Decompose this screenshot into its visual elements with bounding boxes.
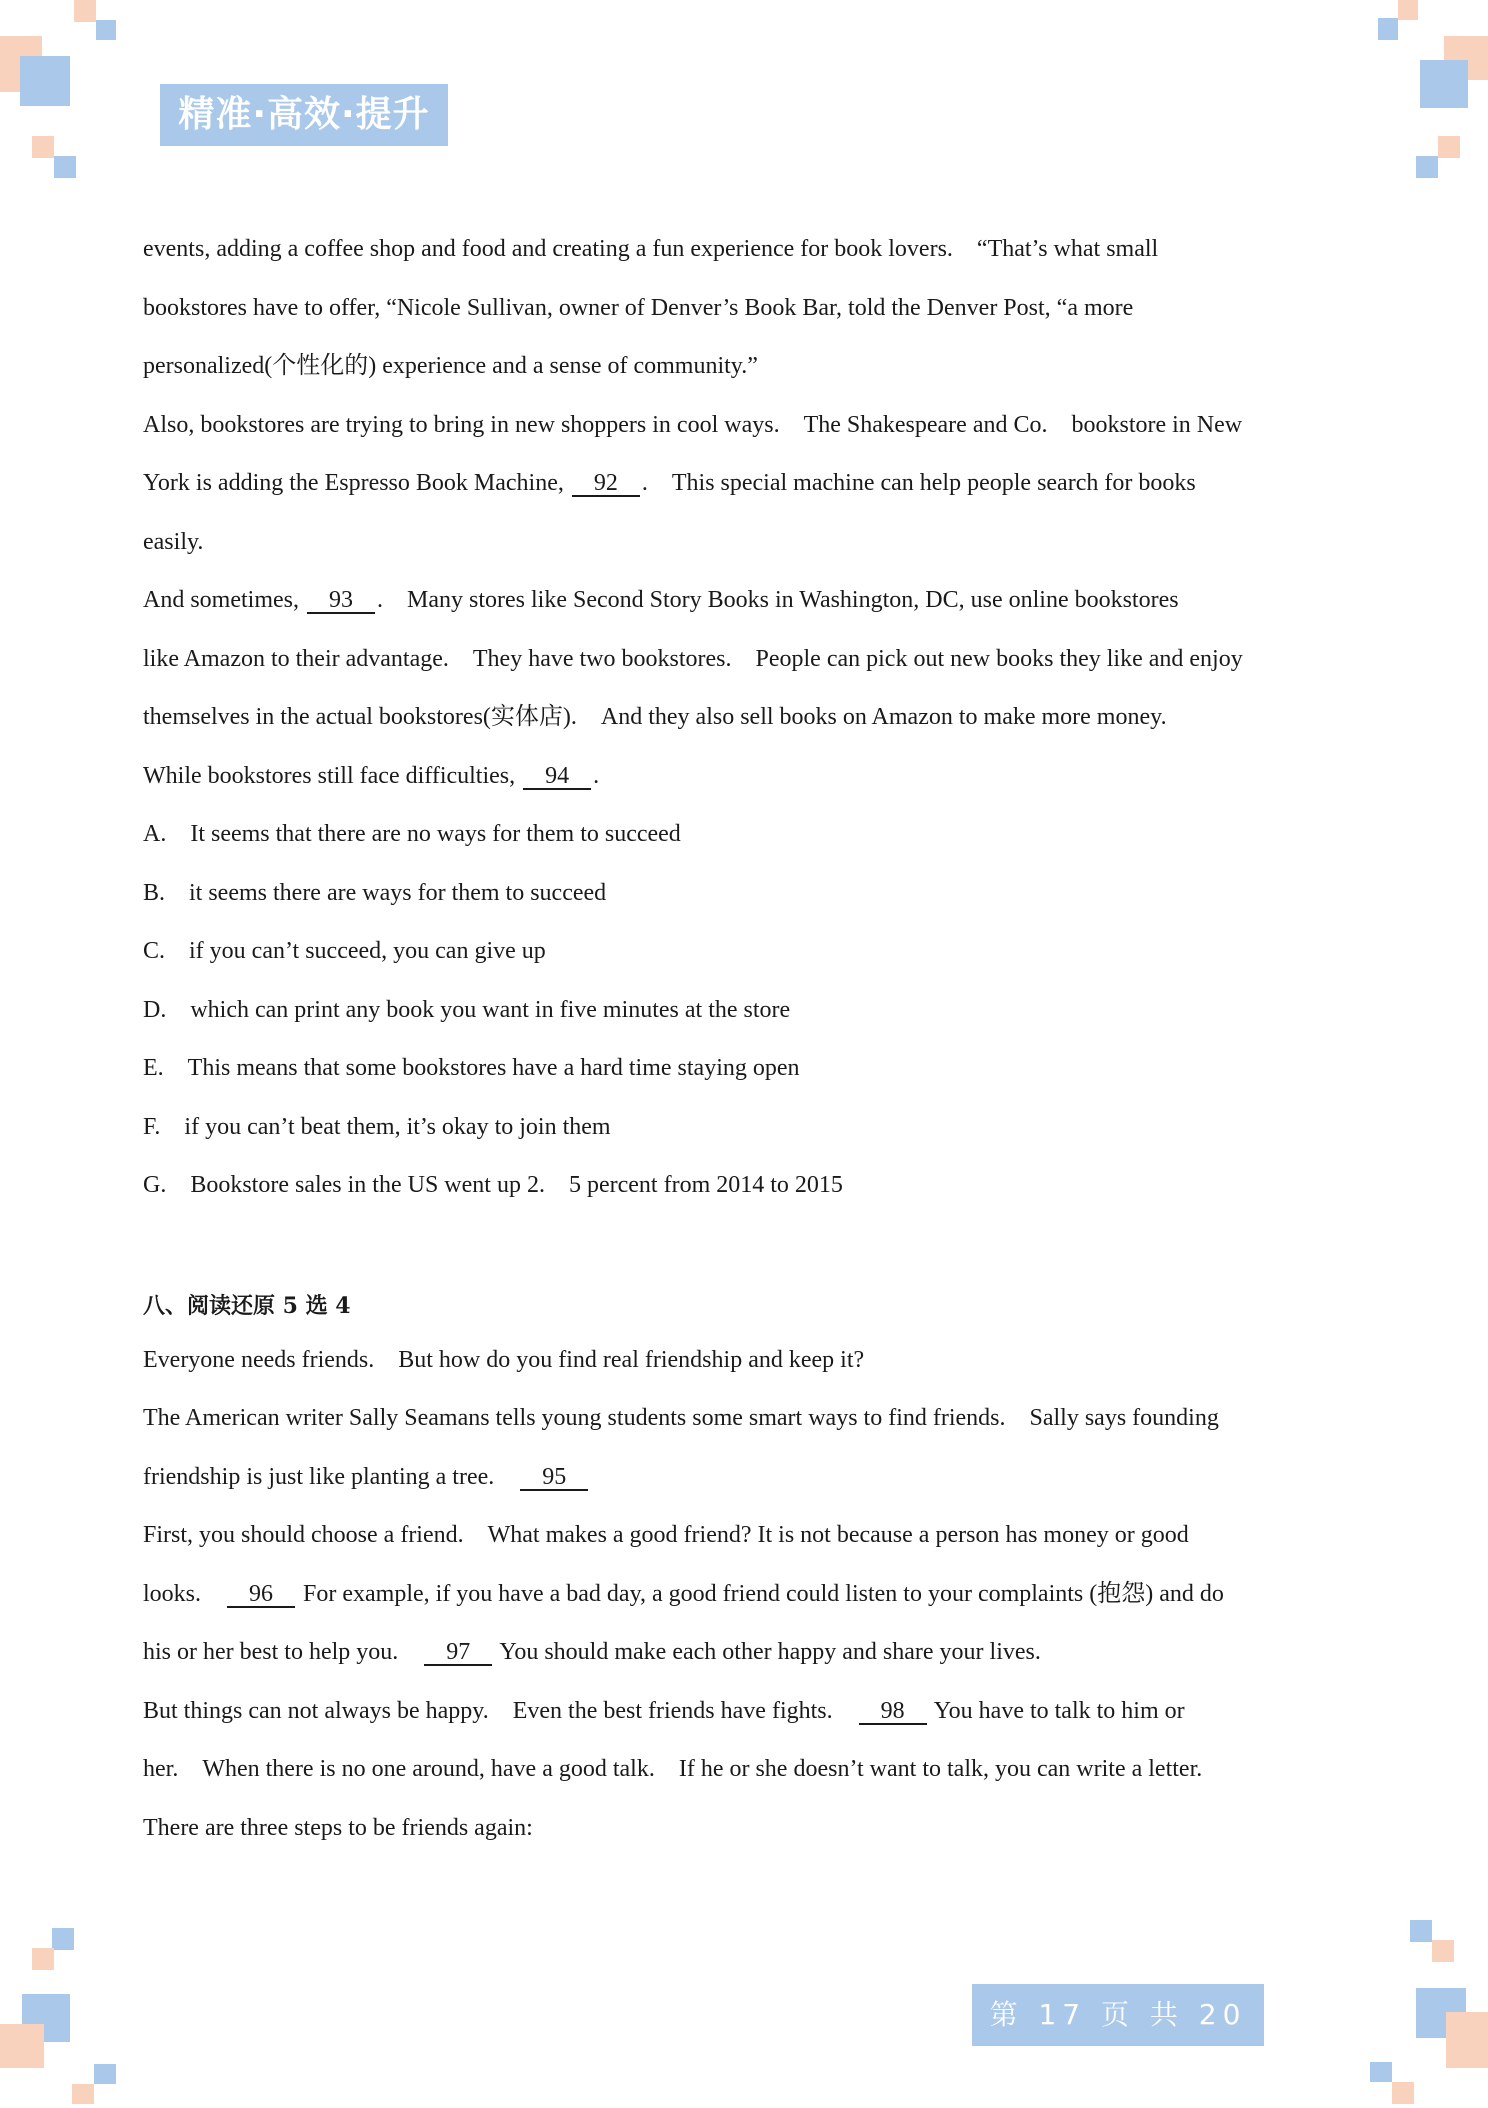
blank-97: 97 bbox=[424, 1640, 492, 1666]
section-gap bbox=[143, 1215, 1353, 1281]
blank-93: 93 bbox=[307, 588, 375, 614]
passage1-line-8: like Amazon to their advantage. They have two bookstores. People can pick out new books they like and enjoy bbox=[143, 645, 1243, 672]
blank-95: 95 bbox=[520, 1465, 588, 1491]
line-text: You have to talk to him or bbox=[928, 1697, 1185, 1724]
option-a: A. It seems that there are no ways for them to succeed bbox=[143, 821, 681, 847]
option-f: F. if you can’t beat them, it’s okay to join them bbox=[143, 1113, 611, 1140]
passage2-line-6 bbox=[143, 1623, 1353, 1682]
page-number-badge: 第 17 页 共 20 页 bbox=[972, 1984, 1264, 2046]
passage2-line-7 bbox=[143, 1682, 1353, 1741]
document-body bbox=[143, 220, 1353, 1857]
passage2-line-9: There are three steps to be friends again: bbox=[143, 1814, 533, 1841]
option-d: D. which can print any book you want in five minutes at the store bbox=[143, 996, 791, 1023]
passage1-line-5 bbox=[143, 454, 1353, 513]
option-c: C. if you can’t succeed, you can give up bbox=[143, 938, 546, 964]
blank-96: 96 bbox=[227, 1582, 295, 1608]
line-text: For example, if you have a bad day, a good friend could listen to your complaints (抱怨) and do bbox=[297, 1580, 1224, 1607]
passage1-line-1: events, adding a coffee shop and food and creating a fun experience for book lovers. “That’s what small bbox=[143, 236, 1159, 262]
passage2-line-3 bbox=[143, 1448, 1353, 1507]
blank-98: 98 bbox=[859, 1699, 927, 1725]
line-text: But things can not always be happy. Even the best friends have fights. bbox=[143, 1697, 857, 1724]
passage1-line-10 bbox=[143, 747, 1353, 806]
line-text: looks. bbox=[143, 1580, 226, 1607]
blank-92: 92 bbox=[572, 471, 640, 497]
line-text: . Many stores like Second Story Books in Washington, DC, use online bookstores bbox=[377, 587, 1179, 613]
line-text: . This special machine can help people search for books bbox=[641, 470, 1196, 496]
option-g: G. Bookstore sales in the US went up 2. 5 percent from 2014 to 2015 bbox=[143, 1172, 843, 1198]
line-text: York is adding the Espresso Book Machine, bbox=[143, 470, 570, 496]
option-e: E. This means that some bookstores have a hard time staying open bbox=[143, 1055, 800, 1081]
passage1-line-9: themselves in the actual bookstores(实体店). And they also sell books on Amazon to make more money. bbox=[143, 704, 1167, 730]
passage1-line-3: personalized(个性化的) experience and a sense of community.” bbox=[143, 353, 758, 379]
blank-94: 94 bbox=[523, 764, 591, 790]
header-logo: 精准·高效·提升 bbox=[160, 84, 448, 146]
passage2-line-1: Everyone needs friends. But how do you find real friendship and keep it? bbox=[143, 1346, 865, 1373]
passage2-line-4: First, you should choose a friend. What makes a good friend? It is not because a person has money or good bbox=[143, 1522, 1189, 1548]
passage2-line-2: The American writer Sally Seamans tells young students some smart ways to find friends. Sally says founding bbox=[143, 1405, 1219, 1431]
passage1-line-7 bbox=[143, 571, 1353, 630]
passage2-line-5 bbox=[143, 1565, 1353, 1624]
line-text: friendship is just like planting a tree. bbox=[143, 1463, 519, 1490]
line-text: While bookstores still face difficulties, bbox=[143, 762, 522, 789]
passage1-line-4: Also, bookstores are trying to bring in new shoppers in cool ways. The Shakespeare and Co. bookstore in New bbox=[143, 411, 1243, 438]
line-text: . bbox=[593, 762, 600, 789]
line-text: And sometimes, bbox=[143, 587, 305, 613]
option-b: B. it seems there are ways for them to succeed bbox=[143, 879, 607, 906]
passage2-line-8: her. When there is no one around, have a good talk. If he or she doesn’t want to talk, you can write a letter. bbox=[143, 1756, 1203, 1782]
passage1-line-6: easily. bbox=[143, 528, 204, 555]
line-text: his or her best to help you. bbox=[143, 1639, 423, 1665]
line-text: You should make each other happy and share your lives. bbox=[494, 1639, 1041, 1665]
passage1-line-2: bookstores have to offer, “Nicole Sullivan, owner of Denver’s Book Bar, told the Denver Post, “a more bbox=[143, 294, 1134, 321]
section-heading: 八、阅读还原 5 选 4 bbox=[143, 1292, 351, 1319]
